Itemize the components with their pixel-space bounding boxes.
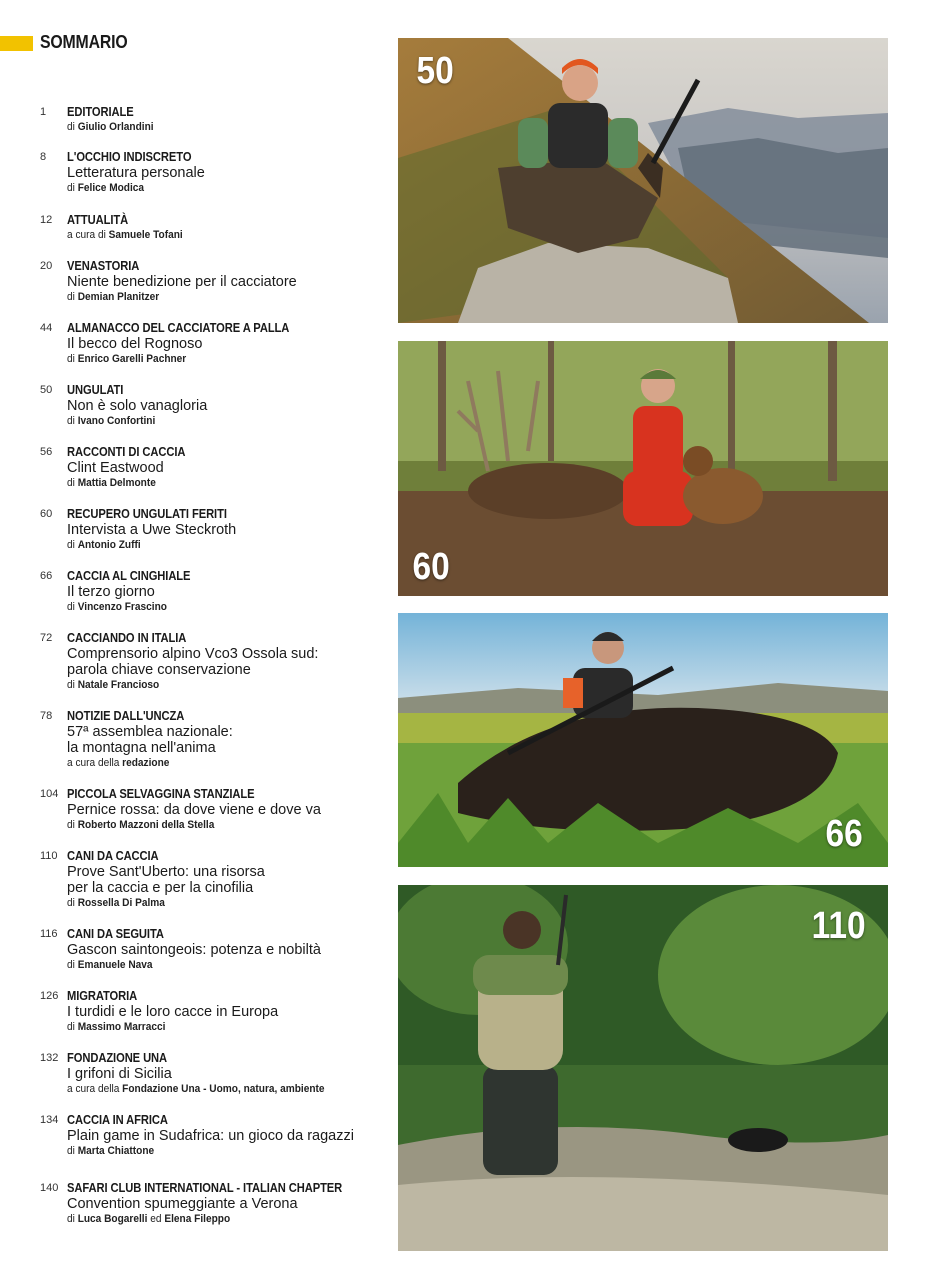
entry-byline: di Luca Bogarelli ed Elena Fileppo	[67, 1213, 231, 1225]
entry-page-number: 56	[40, 446, 53, 458]
entry-category: RACCONTI DI CACCIA	[67, 444, 186, 459]
entry-page-number: 134	[40, 1114, 59, 1126]
photo-page-number: 50	[416, 50, 454, 92]
entry-byline: di Enrico Garelli Pachner	[67, 353, 187, 365]
entry-title: 57ª assemblea nazionale: la montagna nell'anima	[67, 724, 233, 756]
entry-category: CANI DA CACCIA	[67, 848, 159, 863]
entry-page-number: 126	[40, 990, 59, 1002]
entry-byline: a cura della Fondazione Una - Uomo, natura, ambiente	[67, 1083, 325, 1095]
photo-image	[398, 613, 888, 867]
entry-title: Non è solo vanagloria	[67, 398, 208, 414]
entry-page-number: 132	[40, 1052, 59, 1064]
entry-category: MIGRATORIA	[67, 988, 138, 1003]
photo-page-number: 66	[825, 813, 863, 855]
entry-title: Letteratura personale	[67, 165, 205, 181]
entry-category: CANI DA SEGUITA	[67, 926, 164, 941]
entry-byline: di Antonio Zuffi	[67, 539, 141, 551]
entry-page-number: 1	[40, 106, 47, 118]
entry-byline: di Emanuele Nava	[67, 959, 153, 971]
entry-page-number: 60	[40, 508, 53, 520]
entry-category: ALMANACCO DEL CACCIATORE A PALLA	[67, 320, 290, 335]
entry-page-number: 78	[40, 710, 53, 722]
entry-title: Pernice rossa: da dove viene e dove va	[67, 802, 321, 818]
entry-page-number: 20	[40, 260, 53, 272]
photo-image	[398, 341, 888, 596]
entry-byline: a cura della redazione	[67, 757, 170, 769]
entry-title: Gascon saintongeois: potenza e nobiltà	[67, 942, 321, 958]
entry-title: Il becco del Rognoso	[67, 336, 203, 352]
entry-byline: a cura di Samuele Tofani	[67, 229, 183, 241]
entry-title: Convention spumeggiante a Verona	[67, 1196, 298, 1212]
entry-byline: di Roberto Mazzoni della Stella	[67, 819, 215, 831]
entry-title: Clint Eastwood	[67, 460, 164, 476]
entry-page-number: 110	[40, 850, 58, 862]
entry-byline: di Demian Planitzer	[67, 291, 160, 303]
entry-page-number: 72	[40, 632, 53, 644]
entry-title: Intervista a Uwe Steckroth	[67, 522, 237, 538]
entry-page-number: 104	[40, 788, 59, 800]
photo-chamois-hunter[interactable]	[398, 38, 888, 323]
entry-category: L'OCCHIO INDISCRETO	[67, 149, 192, 164]
entry-byline: di Giulio Orlandini	[67, 121, 154, 133]
entry-category: CACCIANDO IN ITALIA	[67, 630, 187, 645]
entry-byline: di Natale Francioso	[67, 679, 160, 691]
entry-title: Il terzo giorno	[67, 584, 155, 600]
entry-title: I turdidi e le loro cacce in Europa	[67, 1004, 279, 1020]
entry-category: NOTIZIE DALL'UNCZA	[67, 708, 185, 723]
entry-category: PICCOLA SELVAGGINA STANZIALE	[67, 786, 255, 801]
entry-category: FONDAZIONE UNA	[67, 1050, 168, 1065]
entry-page-number: 116	[40, 928, 58, 940]
entry-byline: di Rossella Di Palma	[67, 897, 165, 909]
entry-title: Niente benedizione per il cacciatore	[67, 274, 297, 290]
entry-page-number: 50	[40, 384, 53, 396]
entry-page-number: 66	[40, 570, 53, 582]
entry-category: ATTUALITÀ	[67, 212, 129, 227]
entry-page-number: 8	[40, 151, 47, 163]
photo-image	[398, 38, 888, 323]
entry-byline: di Mattia Delmonte	[67, 477, 156, 489]
table-of-contents	[0, 0, 390, 1280]
entry-byline: di Ivano Confortini	[67, 415, 156, 427]
entry-byline: di Marta Chiattone	[67, 1145, 155, 1157]
entry-title: Plain game in Sudafrica: un gioco da ragazzi	[67, 1128, 354, 1144]
entry-page-number: 140	[40, 1182, 59, 1194]
page-title: SOMMARIO	[40, 32, 128, 52]
entry-category: UNGULATI	[67, 382, 124, 397]
entry-byline: di Felice Modica	[67, 182, 145, 194]
entry-category: RECUPERO UNGULATI FERITI	[67, 506, 227, 521]
entry-byline: di Massimo Marracci	[67, 1021, 166, 1033]
entry-category: CACCIA AL CINGHIALE	[67, 568, 191, 583]
photo-page-number: 60	[412, 546, 450, 588]
photo-page-number: 110	[811, 905, 866, 947]
entry-category: VENASTORIA	[67, 258, 140, 273]
entry-category: CACCIA IN AFRICA	[67, 1112, 168, 1127]
entry-page-number: 44	[40, 322, 53, 334]
entry-title: Comprensorio alpino Vco3 Ossola sud: parola chiave conservazione	[67, 646, 319, 678]
photo-walking-hunter[interactable]	[398, 885, 888, 1251]
entry-title: Prove Sant'Uberto: una risorsa per la caccia e per la cinofilia	[67, 864, 265, 896]
entry-category: SAFARI CLUB INTERNATIONAL - ITALIAN CHAPTER	[67, 1180, 343, 1195]
entry-byline: di Vincenzo Frascino	[67, 601, 167, 613]
photo-boar-hunter[interactable]	[398, 613, 888, 867]
entry-category: EDITORIALE	[67, 104, 134, 119]
entry-page-number: 12	[40, 214, 53, 226]
photo-deer-hunter[interactable]	[398, 341, 888, 596]
entry-title: I grifoni di Sicilia	[67, 1066, 172, 1082]
